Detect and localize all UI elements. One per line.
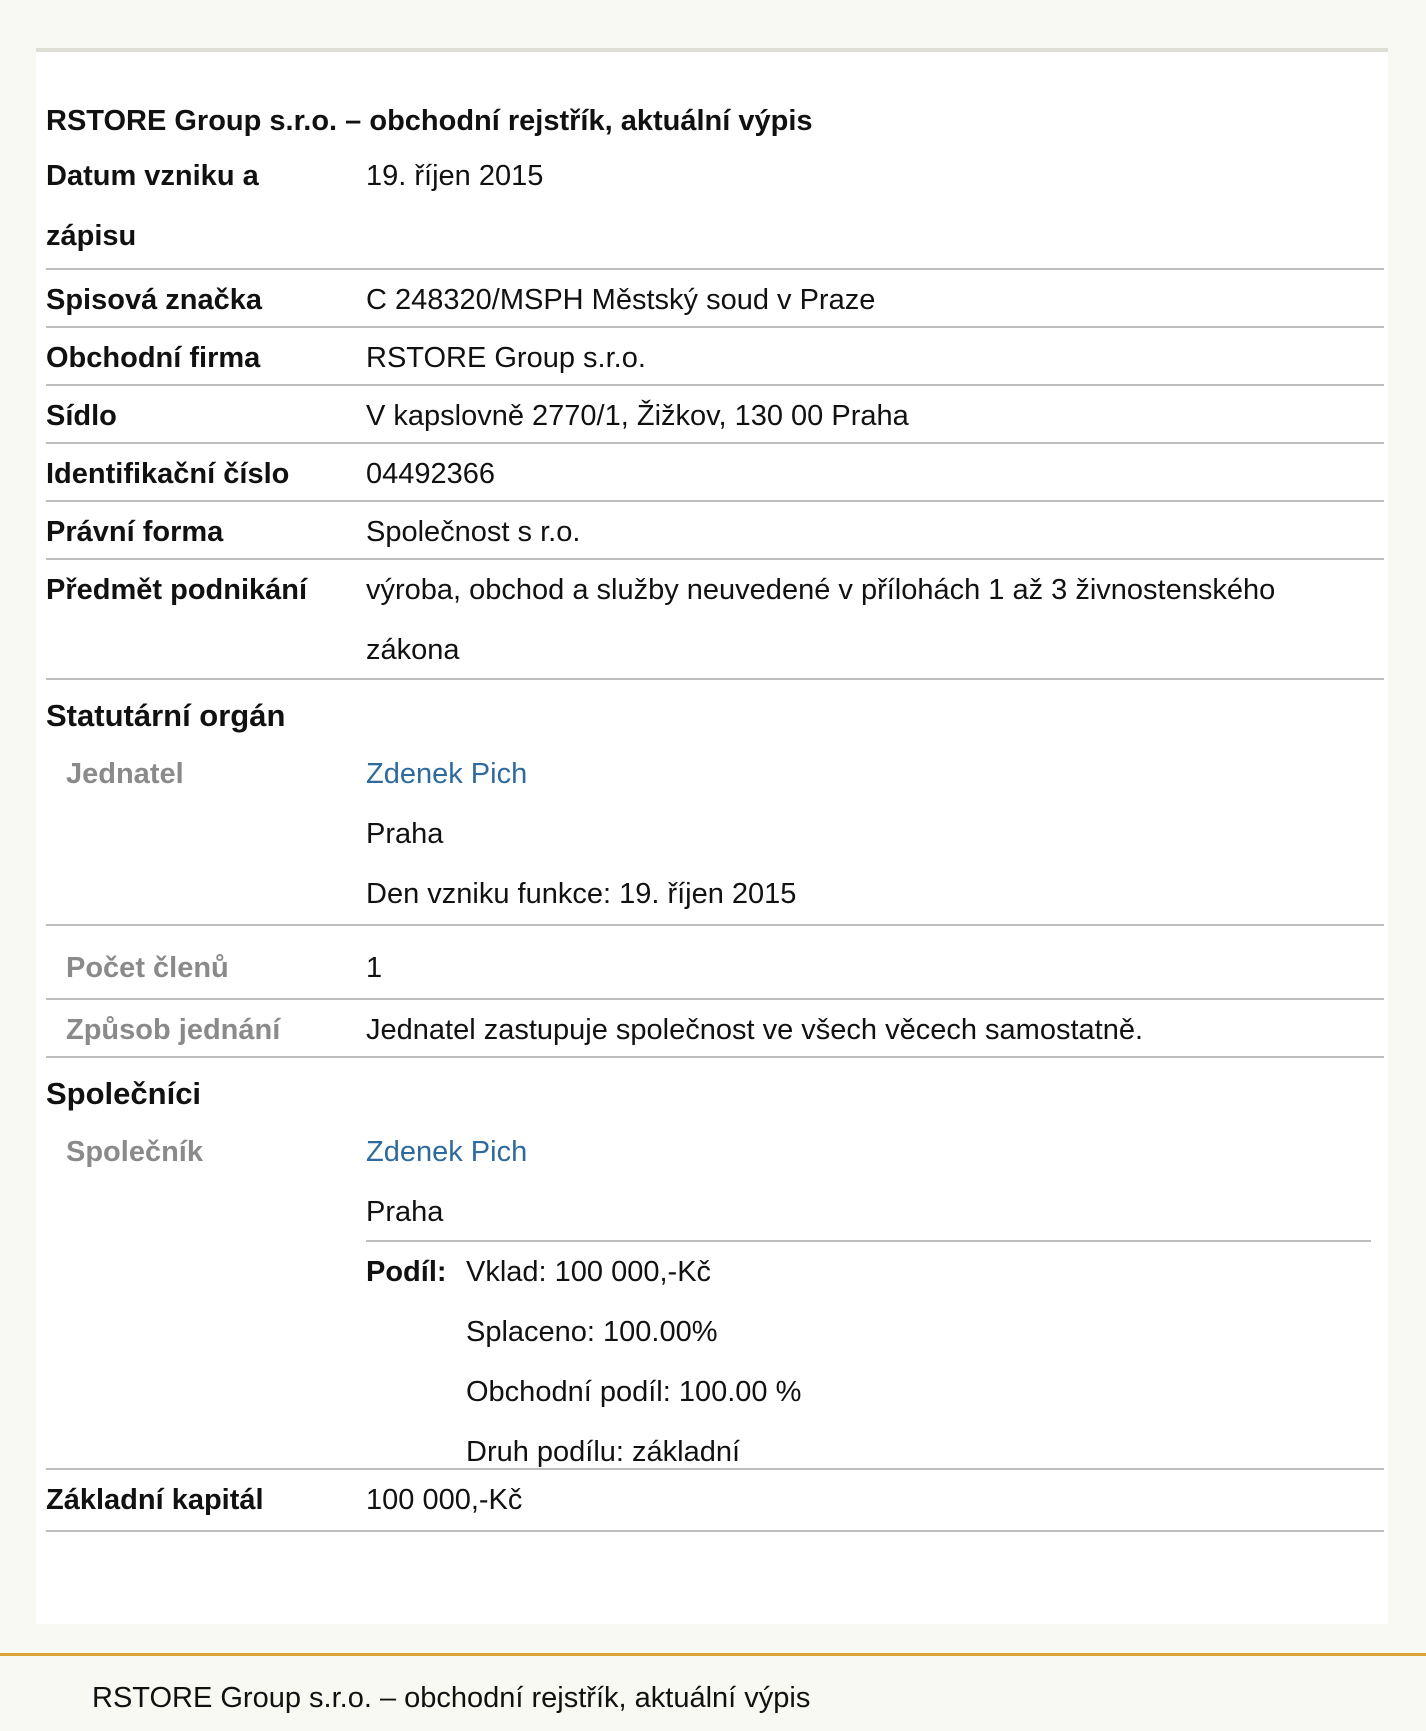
row-label: Spisová značka: [46, 284, 262, 316]
row-value: [366, 560, 1366, 680]
section-heading-statutarni-organ: Statutární orgán: [46, 698, 286, 733]
row-spisova-znacka: [46, 270, 1384, 328]
section-heading-spolecnici: Společníci: [46, 1076, 202, 1111]
person-link-jednatel[interactable]: Zdenek Pich: [366, 758, 528, 790]
page-title: RSTORE Group s.r.o. – obchodní rejstřík, aktuální výpis: [46, 105, 813, 137]
row-value: 1: [366, 952, 383, 984]
row-label: [46, 146, 346, 266]
row-value: C 248320/MSPH Městský soud v Praze: [366, 284, 876, 316]
row-datum-vzniku: [46, 146, 1384, 270]
podil-details: [466, 1242, 1266, 1482]
podil-obchodni: Obchodní podíl: 100.00 %: [466, 1376, 802, 1408]
row-value: V kapslovně 2770/1, Žižkov, 130 00 Praha: [366, 400, 909, 432]
row-value: Jednatel zastupuje společnost ve všech věcech samostatně.: [366, 1014, 1144, 1046]
value-line: výroba, obchod a služby neuvedené v přílohách 1 až 3 živnostenského: [366, 574, 1276, 606]
row-value: RSTORE Group s.r.o.: [366, 342, 646, 374]
registry-card: [36, 48, 1388, 1624]
footer: [0, 1653, 1426, 1731]
row-value: 19. říjen 2015: [366, 160, 544, 192]
row-predmet-podnikani: [46, 560, 1384, 680]
person-city: Praha: [366, 1196, 444, 1228]
row-label: Jednatel: [66, 758, 184, 790]
podil-splaceno: Splaceno: 100.00%: [466, 1316, 718, 1348]
podil-label: Podíl:: [366, 1256, 447, 1288]
row-label: Sídlo: [46, 400, 117, 432]
row-label: Způsob jednání: [66, 1014, 281, 1046]
label-line: zápisu: [46, 220, 137, 252]
row-value: 04492366: [366, 458, 496, 490]
row-label: Základní kapitál: [46, 1484, 264, 1516]
value-line: zákona: [366, 634, 460, 666]
row-sidlo: [46, 386, 1384, 444]
row-value: 100 000,-Kč: [366, 1484, 523, 1516]
row-jednatel: [46, 744, 1384, 926]
row-label: Společník: [66, 1136, 203, 1168]
row-pravni-forma: [46, 502, 1384, 560]
row-label: Počet členů: [66, 952, 229, 984]
row-value: [366, 744, 1366, 924]
row-obchodni-firma: [46, 328, 1384, 386]
row-pocet-clenu: [46, 934, 1384, 1000]
row-value: [366, 1122, 1366, 1242]
row-zpusob-jednani: [46, 1000, 1384, 1058]
person-city: Praha: [366, 818, 444, 850]
function-since: Den vzniku funkce: 19. říjen 2015: [366, 878, 797, 910]
label-line: Datum vzniku a: [46, 160, 259, 192]
row-ico: [46, 444, 1384, 502]
footer-title: RSTORE Group s.r.o. – obchodní rejstřík, aktuální výpis: [92, 1682, 811, 1714]
row-label: Právní forma: [46, 516, 224, 548]
row-zakladni-kapital: [46, 1470, 1384, 1532]
podil-druh: Druh podílu: základní: [466, 1436, 741, 1468]
row-value: Společnost s r.o.: [366, 516, 581, 548]
row-label: Identifikační číslo: [46, 458, 290, 490]
row-label: Obchodní firma: [46, 342, 261, 374]
row-label: Předmět podnikání: [46, 574, 308, 606]
row-spolecnik: [46, 1122, 1384, 1470]
podil-vklad: Vklad: 100 000,-Kč: [466, 1256, 712, 1288]
person-link-spolecnik[interactable]: Zdenek Pich: [366, 1136, 528, 1168]
